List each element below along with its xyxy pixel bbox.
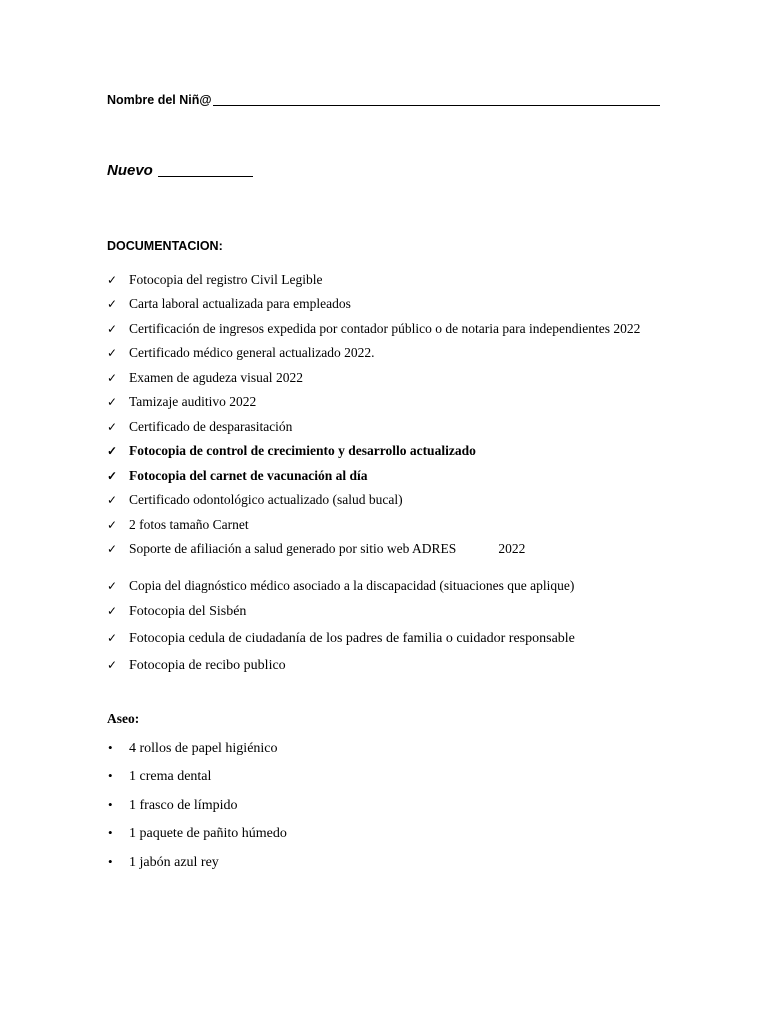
check-icon: ✓ [107, 444, 118, 458]
child-name-line [107, 93, 660, 107]
doc-item-text: Fotocopia del Sisbén [129, 604, 247, 619]
child-name-blank [213, 93, 660, 106]
doc-item-text: 2 fotos tamaño Carnet [129, 517, 249, 532]
doc-item-text: Fotocopia del carnet de vacunación al día [129, 468, 368, 483]
check-icon: ✓ [107, 469, 118, 483]
doc-item-text: Soporte de afiliación a salud generado por sitio web ADRES [129, 541, 457, 556]
doc-list-item [107, 468, 368, 484]
check-icon: ✓ [107, 631, 118, 645]
check-icon: ✓ [107, 542, 118, 556]
doc-list-item [107, 443, 476, 459]
check-icon: ✓ [107, 273, 118, 287]
doc-list-item [107, 492, 403, 508]
aseo-list-item [107, 854, 219, 871]
doc-list-item [107, 541, 525, 557]
check-icon: ✓ [107, 297, 118, 311]
aseo-heading: Aseo: [107, 711, 140, 726]
aseo-item-text: 1 paquete de pañito húmedo [129, 826, 287, 841]
aseo-list-item [107, 740, 278, 757]
doc-list-item [107, 419, 292, 435]
doc-item-text: Certificación de ingresos expedida por contador público o de notaria para independientes 2022 [129, 321, 641, 336]
doc-list-item [107, 631, 575, 647]
doc-list-item [107, 578, 574, 594]
bullet-icon: • [108, 740, 113, 755]
doc-item-text: Fotocopia cedula de ciudadanía de los padres de familia o cuidador responsable [129, 631, 575, 646]
check-icon: ✓ [107, 371, 118, 385]
doc-list-item [107, 370, 303, 386]
check-icon: ✓ [107, 493, 118, 507]
doc-list-item [107, 272, 322, 288]
check-icon: ✓ [107, 658, 118, 672]
doc-list-item [107, 321, 640, 337]
doc-item-text: Carta laboral actualizada para empleados [129, 296, 351, 311]
aseo-item-text: 1 jabón azul rey [129, 855, 219, 870]
doc-item-text: Copia del diagnóstico médico asociado a la discapacidad (situaciones que aplique) [129, 578, 575, 593]
check-icon: ✓ [107, 420, 118, 434]
check-icon: ✓ [107, 322, 118, 336]
aseo-item-text: 1 crema dental [129, 769, 212, 784]
adres-year: 2022 [498, 541, 526, 556]
doc-item-text: Fotocopia de control de crecimiento y desarrollo actualizado [129, 443, 476, 458]
aseo-item-text: 1 frasco de límpido [129, 798, 238, 813]
bullet-icon: • [108, 797, 113, 812]
doc-item-text: Certificado de desparasitación [129, 419, 293, 434]
check-icon: ✓ [107, 518, 118, 532]
bullet-icon: • [108, 825, 113, 840]
doc-list-item [107, 296, 351, 312]
doc-list-item [107, 604, 246, 620]
doc-item-text: Certificado odontológico actualizado (salud bucal) [129, 492, 403, 507]
aseo-item-text: 4 rollos de papel higiénico [129, 741, 278, 756]
doc-item-text: Tamizaje auditivo 2022 [129, 394, 257, 409]
doc-item-text: Certificado médico general actualizado 2022. [129, 345, 375, 360]
check-icon: ✓ [107, 579, 118, 593]
child-name-label: Nombre del Niñ@ [107, 93, 212, 107]
bullet-icon: • [108, 854, 113, 869]
doc-item-text: Fotocopia de recibo publico [129, 658, 286, 673]
aseo-list-item [107, 797, 237, 814]
nuevo-label: Nuevo [107, 162, 153, 179]
check-icon: ✓ [107, 346, 118, 360]
check-icon: ✓ [107, 604, 118, 618]
doc-list-item [107, 394, 256, 410]
doc-list-item [107, 658, 286, 674]
doc-list-item [107, 517, 249, 533]
bullet-icon: • [108, 768, 113, 783]
aseo-list-item [107, 768, 211, 785]
check-icon: ✓ [107, 395, 118, 409]
documentacion-heading: DOCUMENTACION: [107, 239, 223, 253]
aseo-list-item [107, 825, 287, 842]
nuevo-blank [158, 163, 253, 177]
doc-item-text: Examen de agudeza visual 2022 [129, 370, 303, 385]
nuevo-line [107, 162, 253, 179]
doc-list-item [107, 345, 375, 361]
doc-item-text: Fotocopia del registro Civil Legible [129, 272, 323, 287]
